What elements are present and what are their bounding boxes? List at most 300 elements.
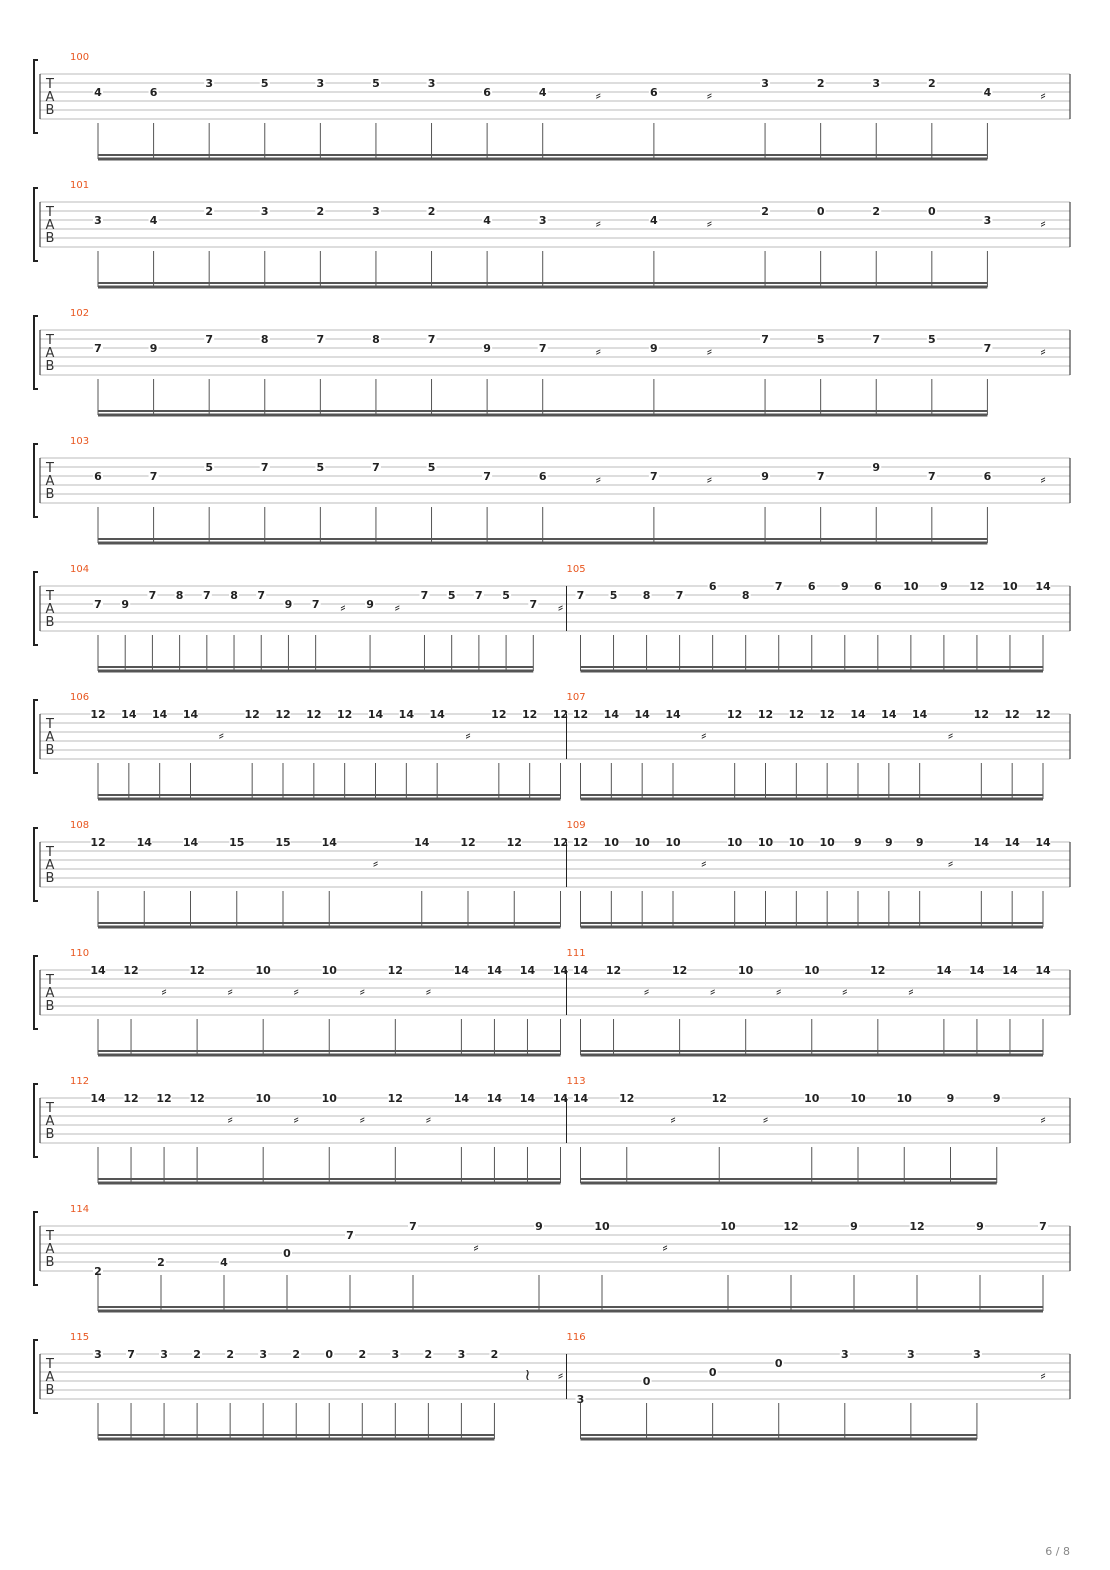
fret-number: 10 bbox=[321, 964, 337, 977]
rest-symbol: ⸗ bbox=[706, 85, 713, 104]
system-bracket bbox=[34, 1084, 38, 1157]
fret-number: 7 bbox=[94, 342, 102, 355]
fret-number: 12 bbox=[275, 708, 291, 721]
fret-number: 12 bbox=[870, 964, 886, 977]
measure-number: 104 bbox=[70, 564, 90, 575]
fret-number: 14 bbox=[136, 836, 152, 849]
fret-number: 7 bbox=[816, 470, 825, 483]
tab-clef-letter: T bbox=[46, 77, 54, 92]
fret-number: 3 bbox=[973, 1348, 981, 1361]
measure-number: 100 bbox=[70, 52, 90, 63]
tab-clef-letter: T bbox=[46, 461, 54, 476]
fret-number: 14 bbox=[486, 964, 503, 977]
measure-number: 110 bbox=[70, 948, 90, 959]
fret-number: 14 bbox=[182, 836, 199, 849]
fret-number: 12 bbox=[969, 580, 985, 593]
fret-number: 5 bbox=[816, 333, 825, 346]
fret-number: 14 bbox=[90, 1092, 106, 1105]
fret-number: 9 bbox=[366, 598, 374, 611]
fret-number: 12 bbox=[605, 964, 622, 977]
rest-symbol: ⸗ bbox=[557, 597, 564, 616]
system-bracket bbox=[34, 60, 38, 133]
fret-number: 12 bbox=[506, 836, 522, 849]
fret-number: 3 bbox=[872, 77, 881, 90]
tab-clef-letter: B bbox=[45, 231, 55, 246]
fret-number: 9 bbox=[483, 342, 491, 355]
rest-symbol: ⸗ bbox=[425, 981, 432, 1000]
fret-number: 0 bbox=[774, 1357, 783, 1370]
fret-number: 10 bbox=[804, 1092, 820, 1105]
fret-number: 12 bbox=[1035, 708, 1051, 721]
fret-number: 6 bbox=[807, 580, 816, 593]
rest-symbol: ⸗ bbox=[340, 597, 346, 616]
fret-number: 14 bbox=[665, 708, 681, 721]
fret-number: 12 bbox=[1004, 708, 1020, 721]
fret-number: 14 bbox=[552, 1092, 569, 1105]
fret-number: 4 bbox=[483, 214, 491, 227]
fret-number: 2 bbox=[157, 1256, 165, 1269]
tab-clef-letter: B bbox=[45, 103, 55, 118]
fret-number: 12 bbox=[90, 708, 106, 721]
fret-number: 9 bbox=[940, 580, 948, 593]
fret-number: 5 bbox=[427, 461, 436, 474]
fret-number: 14 bbox=[519, 964, 536, 977]
fret-number: 2 bbox=[424, 1348, 433, 1361]
fret-number: 10 bbox=[255, 1092, 271, 1105]
fret-number: 12 bbox=[244, 708, 260, 721]
fret-number: 7 bbox=[420, 589, 429, 602]
fret-number: 5 bbox=[502, 589, 510, 602]
fret-number: 3 bbox=[260, 205, 269, 218]
fret-number: 12 bbox=[306, 708, 322, 721]
rest-symbol: ⸗ bbox=[473, 1237, 479, 1256]
fret-number: 2 bbox=[292, 1348, 301, 1361]
measure-number: 106 bbox=[70, 692, 90, 703]
rest-symbol: ⸗ bbox=[359, 981, 365, 1000]
measure-number: 116 bbox=[566, 1332, 586, 1343]
fret-number: 7 bbox=[372, 461, 380, 474]
fret-number: 7 bbox=[675, 589, 684, 602]
fret-number: 12 bbox=[757, 708, 774, 721]
fret-number: 14 bbox=[519, 1092, 536, 1105]
fret-number: 14 bbox=[1002, 964, 1018, 977]
rest-symbol: ≀ bbox=[524, 1365, 531, 1384]
fret-number: 12 bbox=[156, 1092, 172, 1105]
fret-number: 12 bbox=[460, 836, 476, 849]
fret-number: 10 bbox=[321, 1092, 337, 1105]
fret-number: 12 bbox=[727, 708, 743, 721]
system-bracket bbox=[34, 1212, 38, 1285]
rest-symbol: ⸗ bbox=[595, 213, 601, 232]
fret-number: 12 bbox=[189, 1092, 205, 1105]
fret-number: 2 bbox=[193, 1348, 201, 1361]
fret-number: 12 bbox=[572, 836, 589, 849]
fret-number: 2 bbox=[927, 77, 936, 90]
fret-number: 9 bbox=[149, 342, 158, 355]
tab-clef-letter: B bbox=[45, 871, 55, 886]
fret-number: 3 bbox=[427, 77, 436, 90]
fret-number: 12 bbox=[552, 708, 569, 721]
fret-number: 7 bbox=[1039, 1220, 1047, 1233]
fret-number: 14 bbox=[850, 708, 866, 721]
rest-symbol: ⸗ bbox=[293, 981, 299, 1000]
rest-symbol: ⸗ bbox=[595, 85, 601, 104]
tab-clef-letter: T bbox=[46, 1229, 54, 1244]
fret-number: 3 bbox=[576, 1393, 585, 1406]
tab-clef-letter: A bbox=[45, 218, 55, 233]
fret-number: 7 bbox=[483, 470, 491, 483]
rest-symbol: ⸗ bbox=[557, 1365, 564, 1384]
tab-clef-letter: A bbox=[45, 474, 55, 489]
fret-number: 2 bbox=[226, 1348, 234, 1361]
fret-number: 14 bbox=[973, 836, 989, 849]
rest-symbol: ⸗ bbox=[218, 725, 224, 744]
fret-number: 3 bbox=[316, 77, 325, 90]
fret-number: 10 bbox=[727, 836, 743, 849]
system-bracket bbox=[34, 316, 38, 389]
tab-clef-letter: B bbox=[45, 999, 55, 1014]
fret-number: 14 bbox=[321, 836, 337, 849]
fret-number: 4 bbox=[94, 86, 102, 99]
fret-number: 0 bbox=[927, 205, 936, 218]
fret-number: 7 bbox=[872, 333, 881, 346]
fret-number: 9 bbox=[992, 1092, 1001, 1105]
fret-number: 3 bbox=[372, 205, 380, 218]
fret-number: 3 bbox=[259, 1348, 268, 1361]
measure-number: 112 bbox=[70, 1076, 90, 1087]
fret-number: 14 bbox=[414, 836, 430, 849]
fret-number: 14 bbox=[881, 708, 897, 721]
tab-clef-letter: B bbox=[45, 359, 55, 374]
measure-number: 101 bbox=[70, 180, 90, 191]
fret-number: 14 bbox=[1004, 836, 1020, 849]
fret-number: 14 bbox=[1035, 580, 1051, 593]
fret-number: 14 bbox=[603, 708, 619, 721]
tab-clef-letter: B bbox=[45, 487, 55, 502]
fret-number: 2 bbox=[761, 205, 769, 218]
fret-number: 14 bbox=[429, 708, 445, 721]
fret-number: 7 bbox=[538, 342, 547, 355]
tab-clef-letter: B bbox=[45, 1255, 55, 1270]
fret-number: 14 bbox=[572, 964, 589, 977]
rest-symbol: ⸗ bbox=[1040, 213, 1046, 232]
fret-number: 8 bbox=[372, 333, 380, 346]
rest-symbol: ⸗ bbox=[706, 341, 713, 360]
fret-number: 7 bbox=[576, 589, 585, 602]
fret-number: 2 bbox=[490, 1348, 499, 1361]
fret-number: 12 bbox=[788, 708, 804, 721]
fret-number: 8 bbox=[175, 589, 184, 602]
rest-symbol: ⸗ bbox=[842, 981, 848, 1000]
fret-number: 2 bbox=[94, 1265, 102, 1278]
fret-number: 2 bbox=[358, 1348, 367, 1361]
rest-symbol: ⸗ bbox=[701, 853, 707, 872]
system-bracket bbox=[34, 444, 38, 517]
fret-number: 10 bbox=[738, 964, 754, 977]
fret-number: 9 bbox=[121, 598, 130, 611]
fret-number: 2 bbox=[872, 205, 881, 218]
fret-number: 10 bbox=[255, 964, 271, 977]
fret-number: 10 bbox=[819, 836, 835, 849]
fret-number: 6 bbox=[94, 470, 102, 483]
tab-clef-letter: B bbox=[45, 615, 55, 630]
tab-clef-letter: T bbox=[46, 717, 54, 732]
rest-symbol: ⸗ bbox=[643, 981, 650, 1000]
fret-number: 14 bbox=[90, 964, 106, 977]
fret-number: 0 bbox=[283, 1247, 291, 1260]
tab-clef-letter: T bbox=[46, 589, 54, 604]
measure-number: 102 bbox=[70, 308, 90, 319]
fret-number: 5 bbox=[316, 461, 325, 474]
fret-number: 7 bbox=[346, 1229, 354, 1242]
fret-number: 14 bbox=[912, 708, 928, 721]
fret-number: 12 bbox=[552, 836, 569, 849]
fret-number: 12 bbox=[572, 708, 589, 721]
fret-number: 12 bbox=[90, 836, 106, 849]
fret-number: 14 bbox=[367, 708, 384, 721]
fret-number: 6 bbox=[149, 86, 158, 99]
fret-number: 7 bbox=[148, 589, 157, 602]
fret-number: 10 bbox=[634, 836, 650, 849]
fret-number: 8 bbox=[260, 333, 269, 346]
fret-number: 12 bbox=[387, 964, 403, 977]
rest-symbol: ⸗ bbox=[762, 1109, 769, 1128]
fret-number: 9 bbox=[915, 836, 924, 849]
fret-number: 3 bbox=[761, 77, 769, 90]
fret-number: 0 bbox=[816, 205, 825, 218]
fret-number: 7 bbox=[260, 461, 269, 474]
fret-number: 10 bbox=[594, 1220, 610, 1233]
fret-number: 7 bbox=[761, 333, 769, 346]
rest-symbol: ⸗ bbox=[706, 469, 713, 488]
tab-clef-letter: T bbox=[46, 973, 54, 988]
fret-number: 10 bbox=[903, 580, 919, 593]
fret-number: 7 bbox=[205, 333, 214, 346]
fret-number: 6 bbox=[708, 580, 717, 593]
fret-number: 7 bbox=[529, 598, 538, 611]
fret-number: 12 bbox=[819, 708, 835, 721]
rest-symbol: ⸗ bbox=[465, 725, 471, 744]
rest-symbol: ⸗ bbox=[908, 981, 914, 1000]
fret-number: 2 bbox=[316, 205, 325, 218]
fret-number: 7 bbox=[427, 333, 436, 346]
fret-number: 10 bbox=[804, 964, 820, 977]
rest-symbol: ⸗ bbox=[595, 341, 601, 360]
rest-symbol: ⸗ bbox=[372, 853, 379, 872]
fret-number: 0 bbox=[708, 1366, 717, 1379]
fret-number: 14 bbox=[634, 708, 650, 721]
rest-symbol: ⸗ bbox=[670, 1109, 676, 1128]
tab-clef-letter: A bbox=[45, 858, 55, 873]
tab-clef-letter: A bbox=[45, 730, 55, 745]
system-bracket bbox=[34, 828, 38, 901]
fret-number: 9 bbox=[946, 1092, 955, 1105]
system-bracket bbox=[34, 572, 38, 645]
system-bracket bbox=[34, 1340, 38, 1413]
fret-number: 14 bbox=[453, 964, 470, 977]
fret-number: 6 bbox=[983, 470, 992, 483]
tab-clef-letter: A bbox=[45, 1114, 55, 1129]
tab-clef-letter: B bbox=[45, 1383, 55, 1398]
fret-number: 2 bbox=[205, 205, 214, 218]
fret-number: 7 bbox=[983, 342, 992, 355]
rest-symbol: ⸗ bbox=[595, 469, 601, 488]
fret-number: 9 bbox=[885, 836, 893, 849]
fret-number: 10 bbox=[850, 1092, 866, 1105]
tab-clef-letter: T bbox=[46, 845, 54, 860]
fret-number: 14 bbox=[1035, 836, 1051, 849]
fret-number: 12 bbox=[123, 1092, 139, 1105]
fret-number: 14 bbox=[572, 1092, 589, 1105]
fret-number: 3 bbox=[391, 1348, 400, 1361]
tab-clef-letter: A bbox=[45, 346, 55, 361]
fret-number: 0 bbox=[642, 1375, 651, 1388]
system-bracket bbox=[34, 956, 38, 1029]
fret-number: 7 bbox=[202, 589, 211, 602]
rest-symbol: ⸗ bbox=[1040, 85, 1046, 104]
rest-symbol: ⸗ bbox=[394, 597, 400, 616]
fret-number: 3 bbox=[538, 214, 547, 227]
system-bracket bbox=[34, 700, 38, 773]
fret-number: 9 bbox=[850, 1220, 858, 1233]
fret-number: 6 bbox=[483, 86, 491, 99]
rest-symbol: ⸗ bbox=[947, 853, 954, 872]
fret-number: 4 bbox=[538, 86, 547, 99]
fret-number: 12 bbox=[783, 1220, 799, 1233]
fret-number: 12 bbox=[619, 1092, 635, 1105]
measure-number: 109 bbox=[566, 820, 586, 831]
fret-number: 8 bbox=[741, 589, 750, 602]
fret-number: 5 bbox=[927, 333, 936, 346]
fret-number: 3 bbox=[94, 214, 102, 227]
fret-number: 10 bbox=[1002, 580, 1018, 593]
rest-symbol: ⸗ bbox=[227, 1109, 233, 1128]
rest-symbol: ⸗ bbox=[1040, 1365, 1046, 1384]
fret-number: 7 bbox=[149, 470, 158, 483]
measure-number: 114 bbox=[70, 1204, 90, 1215]
fret-number: 4 bbox=[220, 1256, 228, 1269]
fret-number: 9 bbox=[761, 470, 769, 483]
system-bracket bbox=[34, 188, 38, 261]
fret-number: 5 bbox=[260, 77, 269, 90]
fret-number: 12 bbox=[189, 964, 205, 977]
fret-number: 7 bbox=[927, 470, 936, 483]
tab-clef-letter: A bbox=[45, 90, 55, 105]
tab-clef-letter: B bbox=[45, 1127, 55, 1142]
fret-number: 3 bbox=[160, 1348, 168, 1361]
fret-number: 10 bbox=[896, 1092, 912, 1105]
fret-number: 7 bbox=[311, 598, 320, 611]
fret-number: 5 bbox=[609, 589, 618, 602]
rest-symbol: ⸗ bbox=[161, 981, 167, 1000]
tab-clef-letter: A bbox=[45, 1242, 55, 1257]
tab-clef-letter: A bbox=[45, 1370, 55, 1385]
fret-number: 8 bbox=[642, 589, 651, 602]
fret-number: 15 bbox=[229, 836, 245, 849]
fret-number: 4 bbox=[149, 214, 158, 227]
fret-number: 5 bbox=[447, 589, 456, 602]
rest-symbol: ⸗ bbox=[701, 725, 707, 744]
fret-number: 14 bbox=[969, 964, 985, 977]
fret-number: 0 bbox=[325, 1348, 334, 1361]
fret-number: 12 bbox=[671, 964, 688, 977]
fret-number: 3 bbox=[983, 214, 992, 227]
fret-number: 12 bbox=[123, 964, 139, 977]
rest-symbol: ⸗ bbox=[947, 725, 954, 744]
fret-number: 9 bbox=[535, 1220, 543, 1233]
rest-symbol: ⸗ bbox=[709, 981, 716, 1000]
rest-symbol: ⸗ bbox=[227, 981, 233, 1000]
fret-number: 5 bbox=[205, 461, 214, 474]
fret-number: 10 bbox=[665, 836, 681, 849]
fret-number: 12 bbox=[387, 1092, 403, 1105]
fret-number: 7 bbox=[409, 1220, 417, 1233]
measure-number: 113 bbox=[566, 1076, 586, 1087]
fret-number: 9 bbox=[854, 836, 862, 849]
fret-number: 9 bbox=[284, 598, 293, 611]
fret-number: 7 bbox=[127, 1348, 135, 1361]
fret-number: 3 bbox=[94, 1348, 102, 1361]
fret-number: 14 bbox=[453, 1092, 470, 1105]
fret-number: 14 bbox=[552, 964, 569, 977]
page-number: 6 / 8 bbox=[1045, 1545, 1070, 1558]
fret-number: 3 bbox=[457, 1348, 466, 1361]
fret-number: 12 bbox=[522, 708, 538, 721]
rest-symbol: ⸗ bbox=[706, 213, 713, 232]
fret-number: 6 bbox=[538, 470, 547, 483]
fret-number: 2 bbox=[816, 77, 825, 90]
fret-number: 6 bbox=[650, 86, 658, 99]
fret-number: 7 bbox=[257, 589, 266, 602]
tab-clef-letter: T bbox=[46, 205, 54, 220]
fret-number: 9 bbox=[976, 1220, 984, 1233]
fret-number: 9 bbox=[650, 342, 658, 355]
fret-number: 14 bbox=[936, 964, 952, 977]
fret-number: 7 bbox=[475, 589, 483, 602]
rest-symbol: ⸗ bbox=[359, 1109, 365, 1128]
fret-number: 12 bbox=[337, 708, 353, 721]
measure-number: 108 bbox=[70, 820, 90, 831]
fret-number: 7 bbox=[774, 580, 783, 593]
fret-number: 10 bbox=[757, 836, 774, 849]
fret-number: 5 bbox=[372, 77, 380, 90]
fret-number: 3 bbox=[840, 1348, 849, 1361]
fret-number: 12 bbox=[973, 708, 989, 721]
fret-number: 8 bbox=[230, 589, 238, 602]
measure-number: 111 bbox=[566, 948, 586, 959]
measure-number: 105 bbox=[566, 564, 586, 575]
rest-symbol: ⸗ bbox=[776, 981, 782, 1000]
tab-clef-letter: A bbox=[45, 986, 55, 1001]
fret-number: 12 bbox=[711, 1092, 727, 1105]
rest-symbol: ⸗ bbox=[293, 1109, 299, 1128]
rest-symbol: ⸗ bbox=[1040, 1109, 1046, 1128]
fret-number: 14 bbox=[152, 708, 168, 721]
fret-number: 12 bbox=[491, 708, 507, 721]
rest-symbol: ⸗ bbox=[1040, 469, 1046, 488]
fret-number: 4 bbox=[983, 86, 992, 99]
fret-number: 10 bbox=[603, 836, 619, 849]
tab-clef-letter: T bbox=[46, 1357, 54, 1372]
tab-clef-letter: T bbox=[46, 333, 54, 348]
fret-number: 3 bbox=[907, 1348, 915, 1361]
fret-number: 6 bbox=[873, 580, 882, 593]
measure-number: 103 bbox=[70, 436, 90, 447]
tab-clef-letter: B bbox=[45, 743, 55, 758]
fret-number: 4 bbox=[650, 214, 658, 227]
fret-number: 7 bbox=[316, 333, 325, 346]
rest-symbol: ⸗ bbox=[1040, 341, 1046, 360]
